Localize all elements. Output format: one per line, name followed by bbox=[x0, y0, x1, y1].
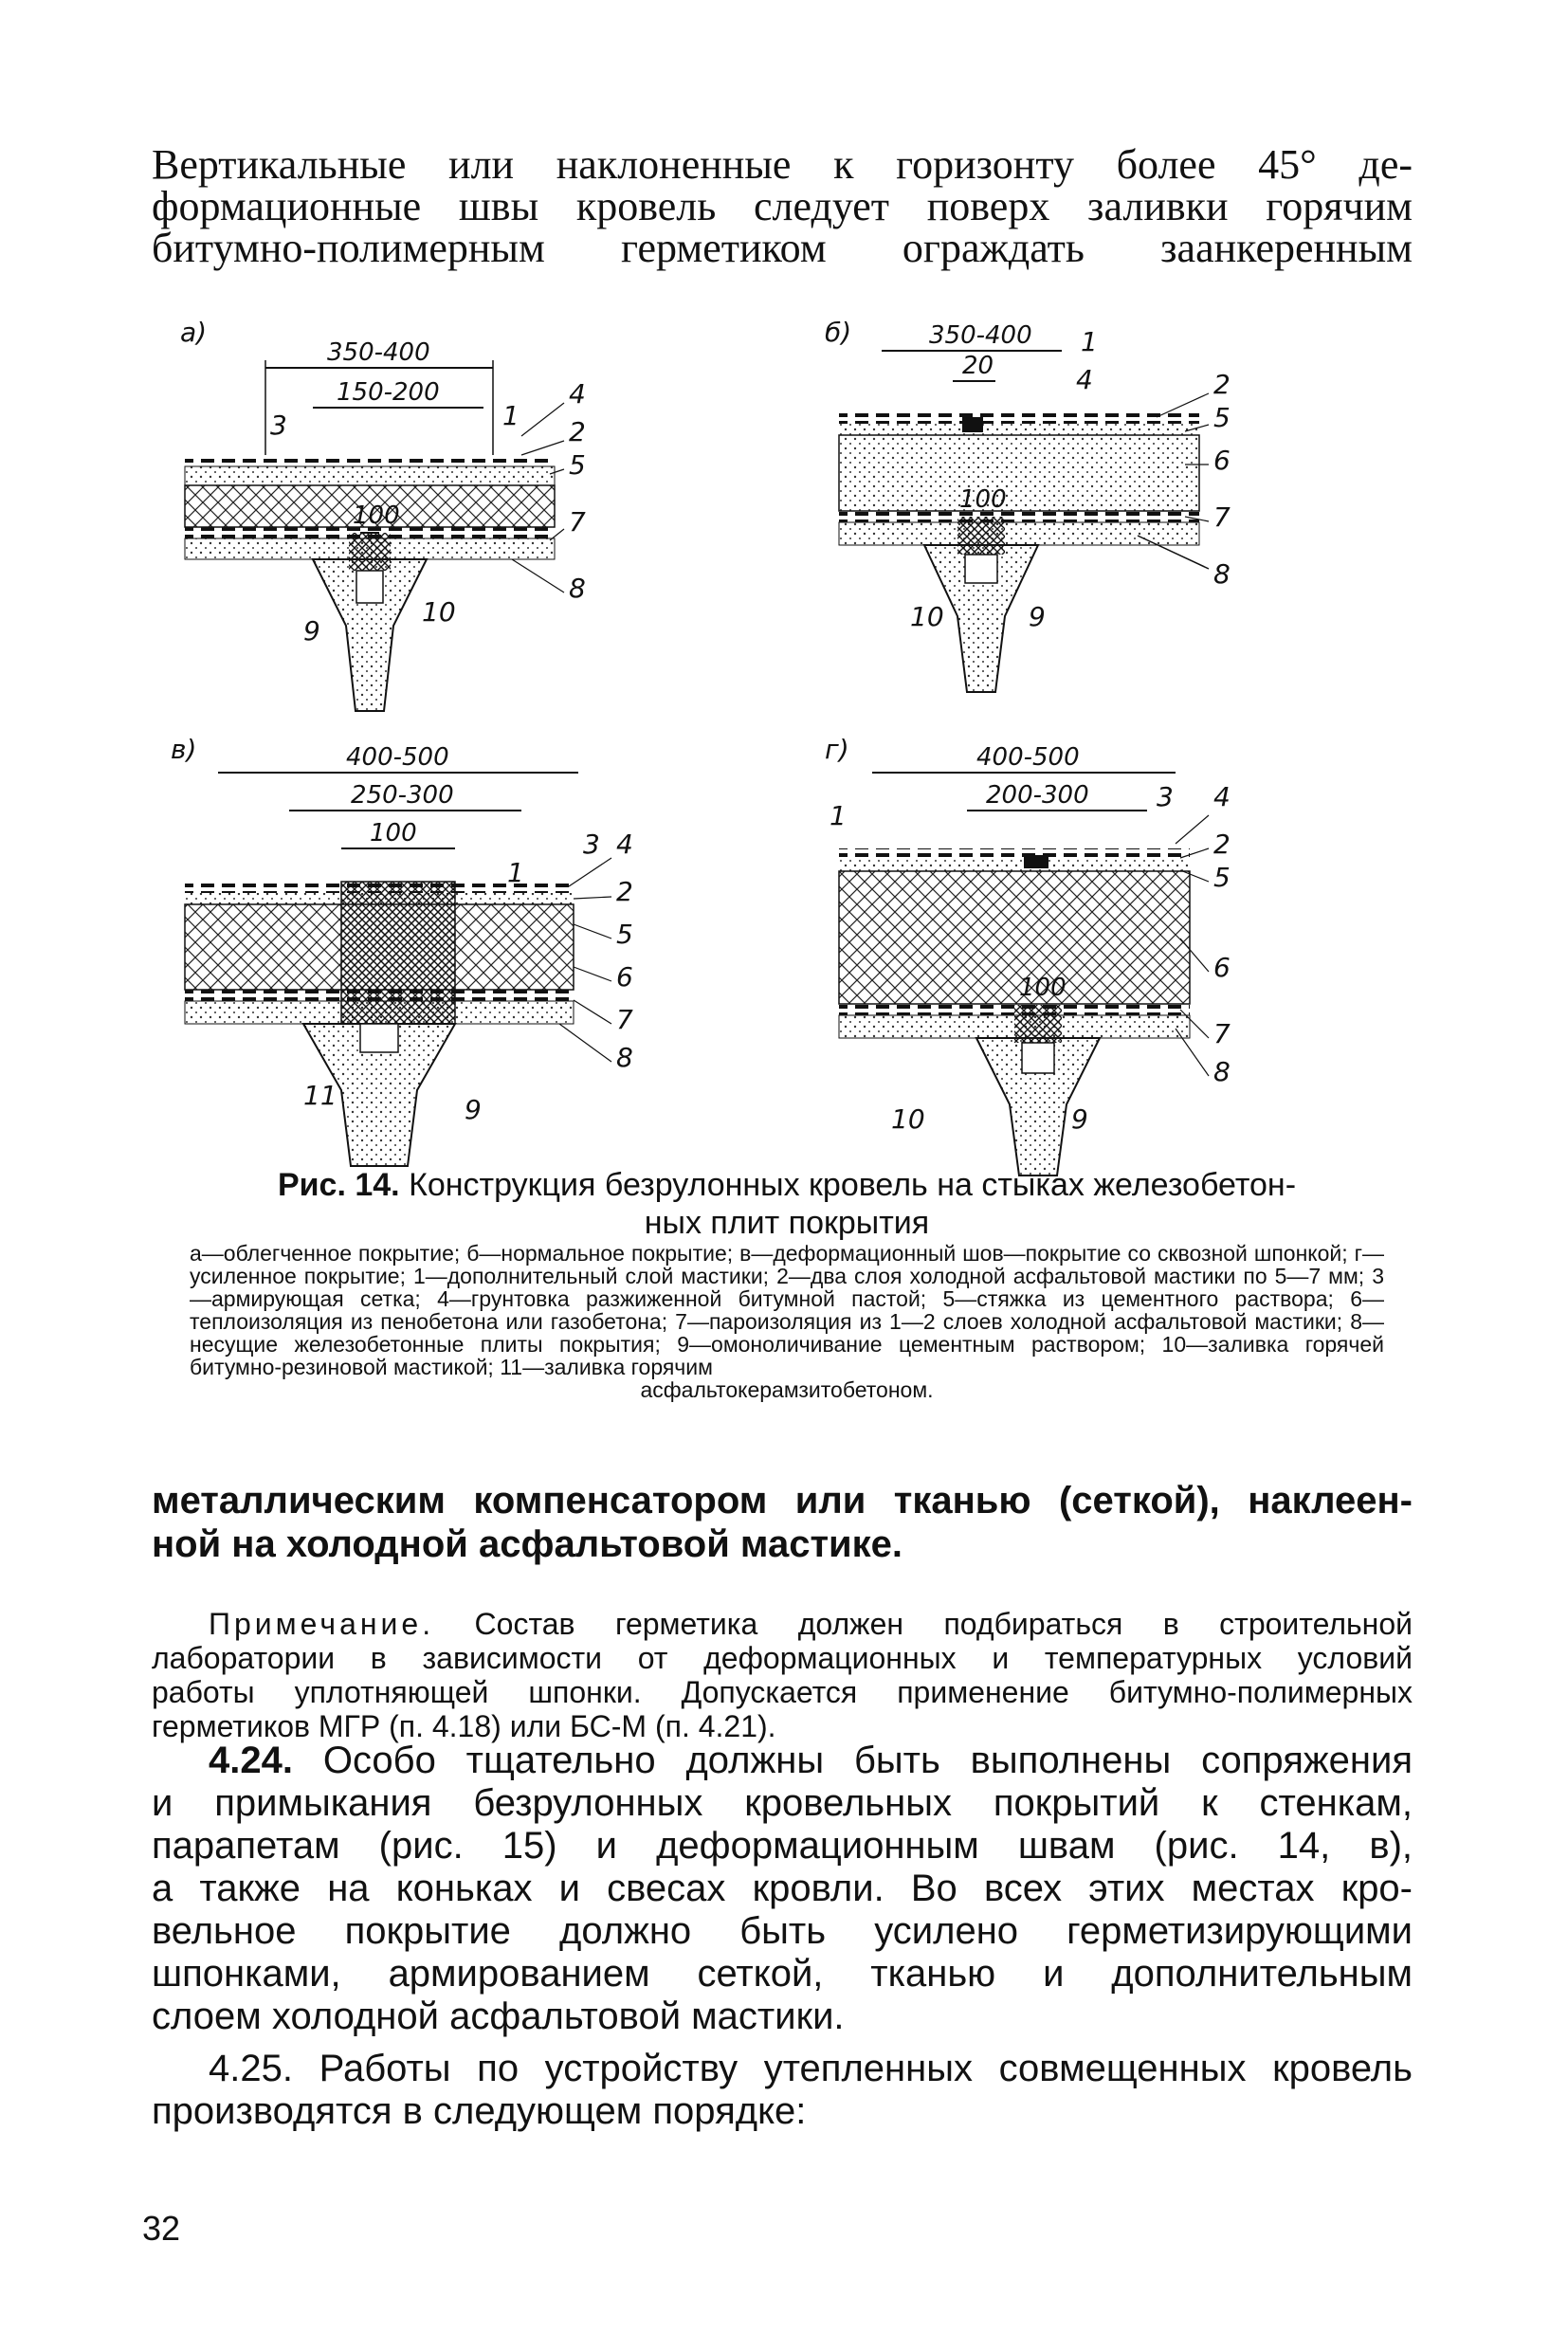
callout: 9 bbox=[465, 1094, 482, 1125]
callout: 5 bbox=[569, 449, 586, 481]
continuation-paragraph bbox=[152, 1479, 1413, 1566]
figure-number: Рис. 14. bbox=[277, 1167, 400, 1203]
text-line: шпонками, армированием сеткой, тканью и дополнительным bbox=[152, 1953, 1413, 1995]
figure-14 bbox=[171, 313, 1394, 1147]
callout: 6 bbox=[1213, 952, 1231, 983]
legend-text-end: асфальтокерамзитобетоном. bbox=[640, 1377, 934, 1402]
dimension-label: 400-500 bbox=[976, 743, 1080, 772]
callout: 9 bbox=[303, 615, 320, 647]
text-line: битумно-полимерным герметиком ограждать заанкеренным bbox=[152, 225, 1413, 271]
callout: 7 bbox=[569, 506, 586, 538]
text-line: Работы по устройству утепленных совмещенных кровель bbox=[319, 2048, 1413, 2089]
callout: 4 bbox=[569, 378, 586, 410]
callout: 2 bbox=[1213, 829, 1231, 860]
section-4-25 bbox=[152, 2048, 1413, 2133]
callout: 3 bbox=[1157, 781, 1174, 812]
callout: 1 bbox=[507, 857, 524, 888]
callout: 2 bbox=[569, 416, 586, 447]
dimension-label: 350-400 bbox=[929, 321, 1032, 350]
dimension-label: 350-400 bbox=[327, 338, 430, 367]
callout: 5 bbox=[1213, 862, 1231, 893]
text-line: и примыкания безрулонных кровельных покрытий к стенкам, bbox=[152, 1782, 1413, 1824]
callout: 6 bbox=[616, 961, 633, 993]
panel-letter: г) bbox=[825, 734, 849, 765]
callout: 3 bbox=[270, 410, 287, 441]
note-line: работы уплотняющей шпонки. Допускается применение битумно-полимерных bbox=[152, 1675, 1413, 1709]
callout: 7 bbox=[1213, 1018, 1231, 1049]
panel-v bbox=[171, 734, 633, 1166]
callout: 5 bbox=[616, 919, 633, 950]
callout: 4 bbox=[616, 829, 633, 860]
callout: 9 bbox=[1029, 601, 1046, 632]
text-line: слоем холодной асфальтовой мастики. bbox=[152, 1996, 845, 2037]
text-line: Особо тщательно должны быть выполнены сопряжения bbox=[322, 1740, 1413, 1781]
dimension-label: 150-200 bbox=[337, 378, 440, 407]
text-line: парапетам (рис. 15) и деформационным швам (рис. 14, в), bbox=[152, 1825, 1413, 1867]
dimension-label: 200-300 bbox=[986, 781, 1089, 810]
callout: 4 bbox=[1076, 364, 1093, 395]
callout: 10 bbox=[422, 596, 456, 628]
callout: 1 bbox=[502, 400, 520, 431]
callout: 6 bbox=[1213, 445, 1231, 476]
section-number: 4.24. bbox=[209, 1740, 293, 1781]
panel-b bbox=[825, 317, 1231, 692]
page-number: 32 bbox=[142, 2209, 181, 2248]
text-line: ной на холодной асфальтовой мастике. bbox=[152, 1523, 903, 1565]
dimension-label: 400-500 bbox=[346, 743, 449, 772]
figure-legend bbox=[190, 1242, 1384, 1401]
dimension-label: 100 bbox=[353, 501, 400, 530]
intro-paragraph bbox=[152, 141, 1413, 271]
figure-caption bbox=[190, 1166, 1384, 1242]
callout: 9 bbox=[1071, 1103, 1088, 1135]
note-line: лаборатории в зависимости от деформационных и температурных условий bbox=[152, 1641, 1413, 1675]
text-line: формационные швы кровель следует поверх заливки горячим bbox=[152, 183, 1413, 229]
panel-a bbox=[180, 317, 586, 711]
callout: 1 bbox=[830, 800, 847, 831]
callout: 7 bbox=[1213, 501, 1231, 533]
dimension-label: 20 bbox=[962, 352, 994, 380]
panel-letter: в) bbox=[171, 734, 197, 765]
text-line: металлическим компенсатором или тканью (сеткой), наклеен- bbox=[152, 1480, 1413, 1522]
text-line: вельное покрытие должно быть усилено герметизирующими bbox=[152, 1910, 1413, 1952]
section-4-24 bbox=[152, 1740, 1413, 2038]
callout: 10 bbox=[910, 601, 944, 632]
callout: 5 bbox=[1213, 402, 1231, 433]
callout: 2 bbox=[616, 876, 633, 907]
callout: 2 bbox=[1213, 369, 1231, 400]
text-line: а также на коньках и свесах кровли. Во всех этих местах кро- bbox=[152, 1868, 1413, 1909]
callout: 8 bbox=[569, 573, 586, 604]
note-block bbox=[152, 1607, 1413, 1743]
callout: 3 bbox=[583, 829, 600, 860]
text-line: Вертикальные или наклоненные к горизонту более 45° де- bbox=[152, 141, 1413, 188]
callout: 1 bbox=[1081, 326, 1098, 357]
legend-text: а—облегченное покрытие; б—нормальное покрытие; в—деформационный шов—покрытие со сквозной шпонкой; г—усиленное покрытие; 1—дополнительный слой мастики; 2—два слоя холодной асфальтовой мастики по 5—7 мм; 3—армирующая сетка; 4—грунтовка разжиженной битумной пастой; 5—стяжка из цементного раствора; 6—теплоизоляция из пенобетона или газобетона; 7—пароизоляция из 1—2 слоев холодной асфальтовой мастики; 8—несущие железобетонные плиты покрытия; 9—омоноличивание цементным раствором; 10—заливка горячей битумно-резиновой мастикой; 11—заливка горячим bbox=[190, 1241, 1384, 1379]
note-label: Примечание. bbox=[209, 1607, 435, 1641]
panel-g bbox=[825, 734, 1231, 1176]
text-line: производятся в следующем порядке: bbox=[152, 2090, 807, 2132]
callout: 8 bbox=[616, 1042, 633, 1073]
note-line: герметиков МГР (п. 4.18) или БС-М (п. 4.21). bbox=[152, 1709, 776, 1743]
section-number: 4.25. bbox=[209, 2048, 293, 2089]
dimension-label: 250-300 bbox=[351, 781, 454, 810]
callout: 11 bbox=[303, 1080, 337, 1111]
callout: 8 bbox=[1213, 558, 1231, 590]
callout: 10 bbox=[891, 1103, 925, 1135]
callout: 7 bbox=[616, 1004, 633, 1035]
dimension-label: 100 bbox=[959, 485, 1007, 514]
panel-letter: а) bbox=[180, 317, 208, 348]
panel-letter: б) bbox=[825, 317, 852, 348]
caption-line: Конструкция безрулонных кровель на стыках железобетон- bbox=[409, 1167, 1297, 1203]
dimension-label: 100 bbox=[1019, 974, 1067, 1002]
callout: 8 bbox=[1213, 1056, 1231, 1087]
dimension-label: 100 bbox=[370, 819, 417, 847]
callout: 4 bbox=[1213, 781, 1231, 812]
caption-line: ных плит покрытия bbox=[644, 1205, 930, 1241]
note-line: Состав герметика должен подбираться в строительной bbox=[474, 1607, 1413, 1641]
